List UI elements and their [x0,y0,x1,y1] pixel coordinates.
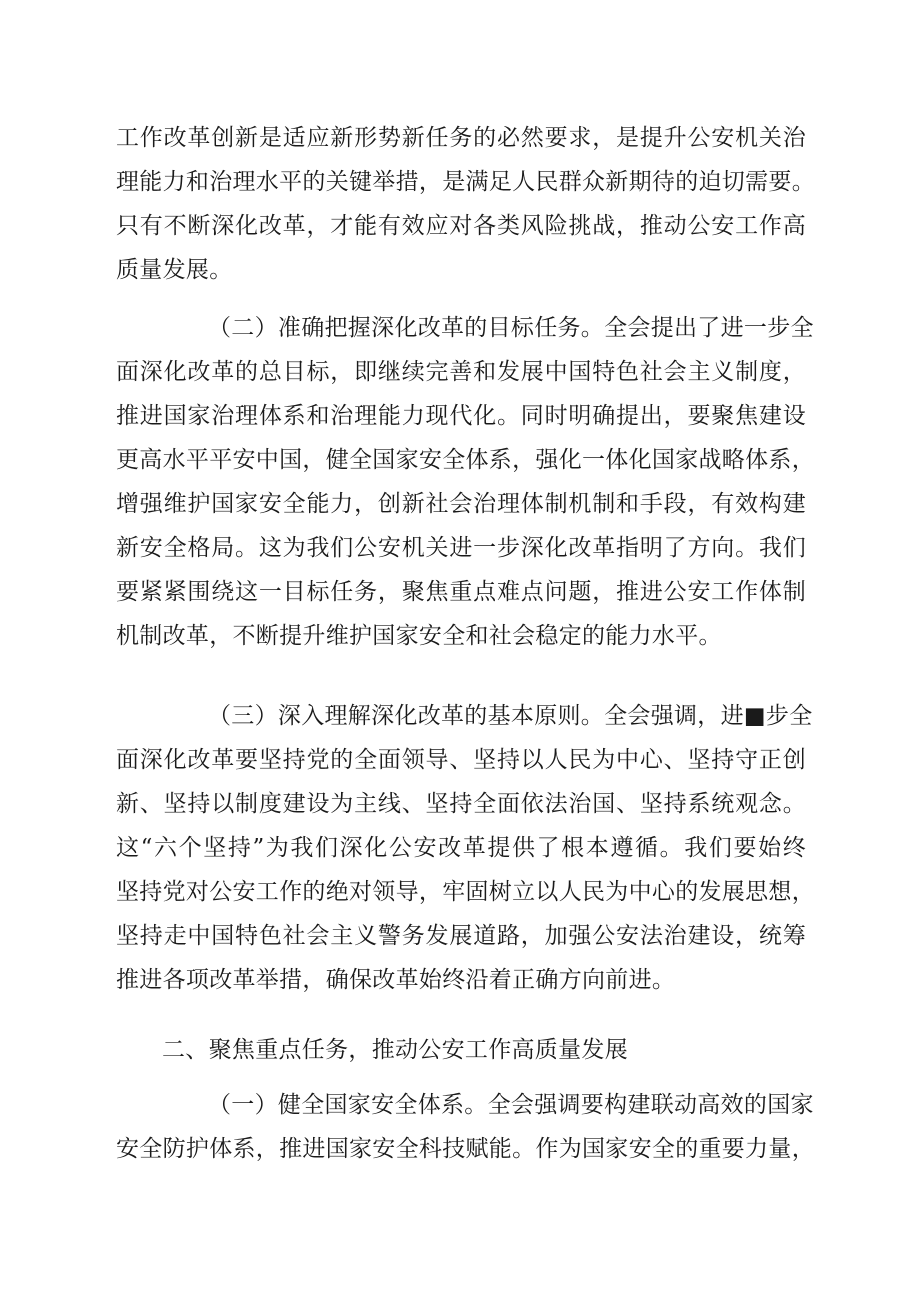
text-line: 只有不断深化改革，才能有效应对各类风险挑战，推动公安工作高 [116,213,806,239]
text-line: （一）健全国家安全体系。全会强调要构建联动高效的国家 [208,1092,814,1118]
text-line: （二）准确把握深化改革的目标任务。全会提出了进一步全 [208,315,814,341]
paragraph-goals-tasks [116,306,815,658]
text-line: 面深化改革的总目标，即继续完善和发展中国特色社会主义制度， [116,359,806,385]
text-line: 新安全格局。这为我们公安机关进一步深化改革指明了方向。我们 [116,535,806,561]
text-line: 更高水平平安中国，健全国家安全体系，强化一体化国家战略体系， [116,447,815,473]
section-heading [116,1028,806,1072]
text-line: 坚持走中国特色社会主义警务发展道路，加强公安法治建设，统筹 [116,923,806,949]
paragraph-reform-necessity [116,116,815,292]
text-line: 推进各项改革举措，确保改革始终沿着正确方向前进。 [116,967,676,993]
text-line: 安全防护体系，推进国家安全科技赋能。作为国家安全的重要力量， [116,1136,815,1162]
paragraph-security-system [116,1083,815,1171]
text-line: 坚持党对公安工作的绝对领导，牢固树立以人民为中心的发展思想， [116,879,815,905]
text-line: 推进国家治理体系和治理能力现代化。同时明确提出，要聚焦建设 [116,403,806,429]
text-line: 理能力和治理水平的关键举措，是满足人民群众新期待的迫切需要。 [116,169,815,195]
text-line: 增强维护国家安全能力，创新社会治理体制机制和手段，有效构建 [116,491,806,517]
section-heading-text: 二、聚焦重点任务，推动公安工作高质量发展 [162,1037,628,1063]
text-line: 工作改革创新是适应新形势新任务的必然要求，是提升公安机关治 [116,125,806,151]
text-line: 新、坚持以制度建设为主线、坚持全面依法治国、坚持系统观念。 [116,791,806,817]
text-line: 要紧紧围绕这一目标任务，聚焦重点难点问题，推进公安工作体制 [116,579,806,605]
text-line: 面深化改革要坚持党的全面领导、坚持以人民为中心、坚持守正创 [116,747,806,773]
text-line: 机制改革，不断提升维护国家安全和社会稳定的能力水平。 [116,623,722,649]
paragraph-basic-principles [116,694,815,1002]
text-line: 这“六个坚持”为我们深化公安改革提供了根本遵循。我们要始终 [116,835,806,861]
text-line: 质量发展。 [116,257,233,283]
text-line: （三）深入理解深化改革的基本原则。全会强调，进■步全 [208,703,813,729]
